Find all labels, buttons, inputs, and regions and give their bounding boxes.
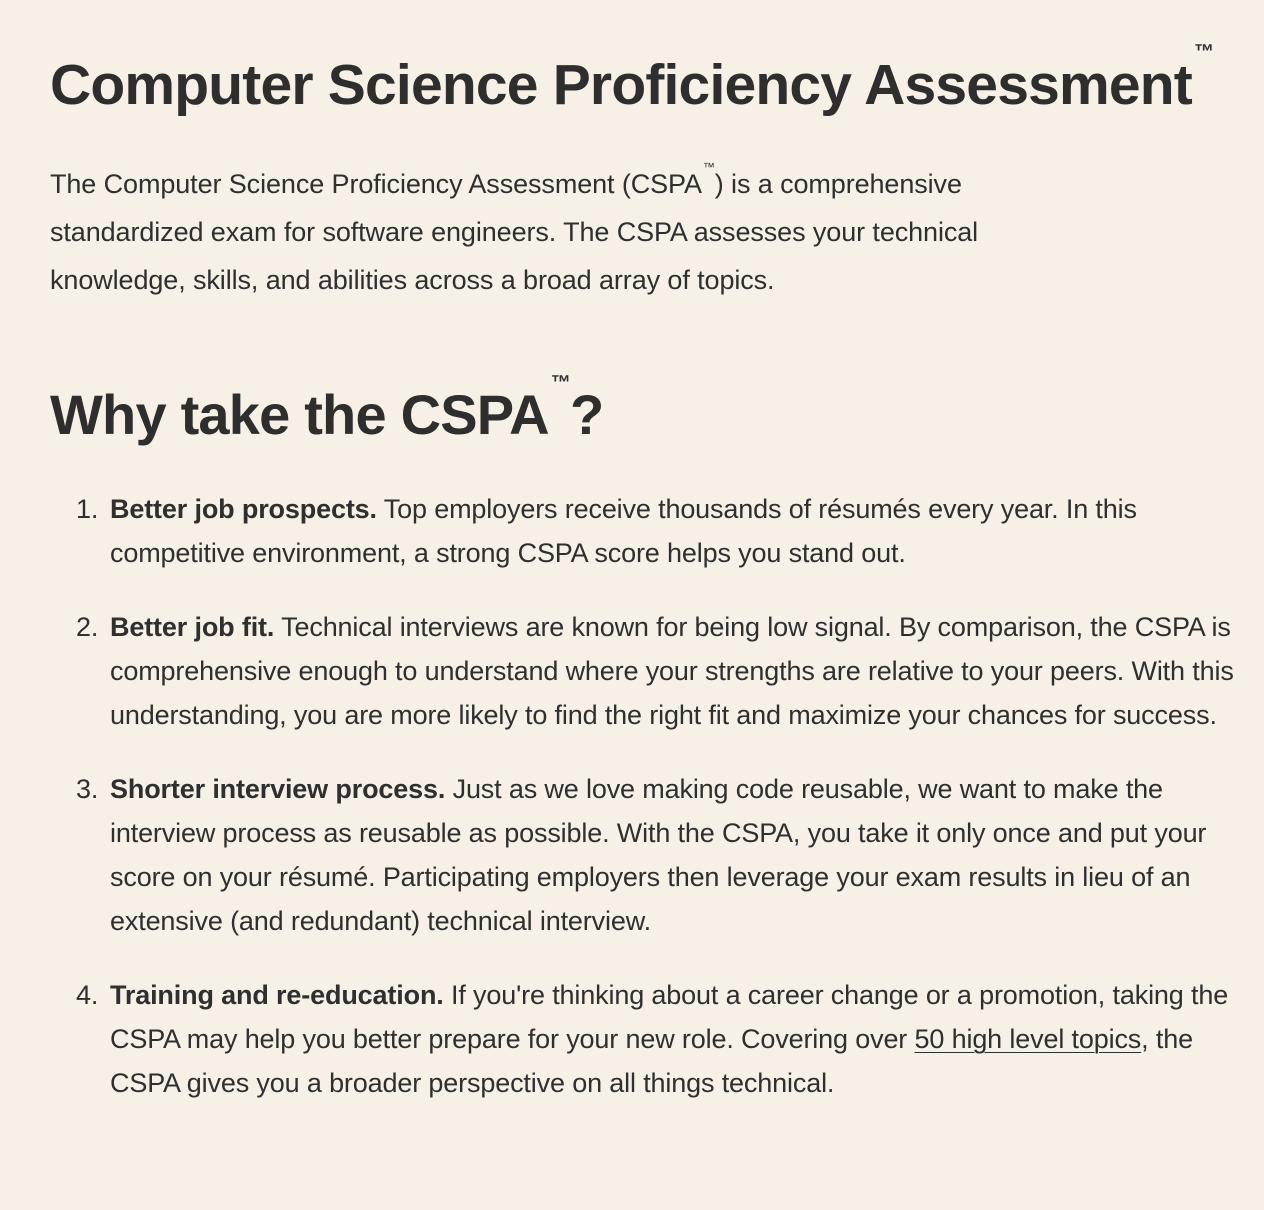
reason-title: Shorter interview process. bbox=[110, 774, 446, 804]
page-title bbox=[50, 41, 1242, 124]
why-section-heading bbox=[50, 372, 1242, 453]
reason-item-training-and-re-education bbox=[50, 973, 1242, 1105]
reason-title: Better job prospects. bbox=[110, 494, 377, 524]
reason-number: 4. bbox=[76, 980, 99, 1010]
reason-item-shorter-interview-process bbox=[50, 767, 1242, 943]
reasons-list bbox=[50, 487, 1242, 1105]
reason-item-better-job-fit bbox=[50, 605, 1242, 737]
reason-number: 3. bbox=[76, 774, 99, 804]
why-heading-trademark-symbol: ™ bbox=[550, 372, 570, 394]
reason-description-before-link: If you're thinking about a career change or a promotion, taking the CSPA may help you better prepare for your new role. Covering over bbox=[110, 980, 1229, 1054]
reason-title: Training and re-education. bbox=[110, 980, 444, 1010]
reason-description-after-link: , the CSPA gives you a broader perspective on all things technical. bbox=[110, 1024, 1193, 1098]
reason-item-better-job-prospects bbox=[50, 487, 1242, 575]
reason-description: Just as we love making code reusable, we want to make the interview process as reusable as possible. With the CSPA, you take it only once and put your score on your résumé. Participating employers then leverage your exam results in lieu of an extensive (and redundant) technical interview. bbox=[110, 774, 1207, 936]
reason-number: 1. bbox=[76, 494, 99, 524]
intro-trademark-symbol: ™ bbox=[702, 160, 715, 174]
reason-description: Technical interviews are known for being low signal. By comparison, the CSPA is comprehensive enough to understand where your strengths are relative to your peers. With this understanding, you are more likely to find the right fit and maximize your chances for success. bbox=[110, 612, 1234, 730]
reason-number: 2. bbox=[76, 612, 99, 642]
why-heading-question-mark: ? bbox=[570, 383, 604, 446]
page-title-text: Computer Science Proficiency Assessment bbox=[50, 53, 1192, 117]
why-heading-text: Why take the CSPA bbox=[50, 383, 549, 446]
intro-text-before-trademark: The Computer Science Proficiency Assessment (CSPA bbox=[50, 169, 702, 199]
reason-description: Top employers receive thousands of résumés every year. In this competitive environment, a strong CSPA score helps you stand out. bbox=[110, 494, 1137, 568]
intro-text-after-trademark: ) is a comprehensive standardized exam for software engineers. The CSPA assesses your technical knowledge, skills, and abilities across a broad array of topics. bbox=[50, 169, 979, 295]
intro-paragraph bbox=[50, 160, 1110, 304]
reason-title: Better job fit. bbox=[110, 612, 275, 642]
high-level-topics-link[interactable]: 50 high level topics bbox=[914, 1024, 1142, 1054]
trademark-symbol: ™ bbox=[1193, 41, 1214, 63]
